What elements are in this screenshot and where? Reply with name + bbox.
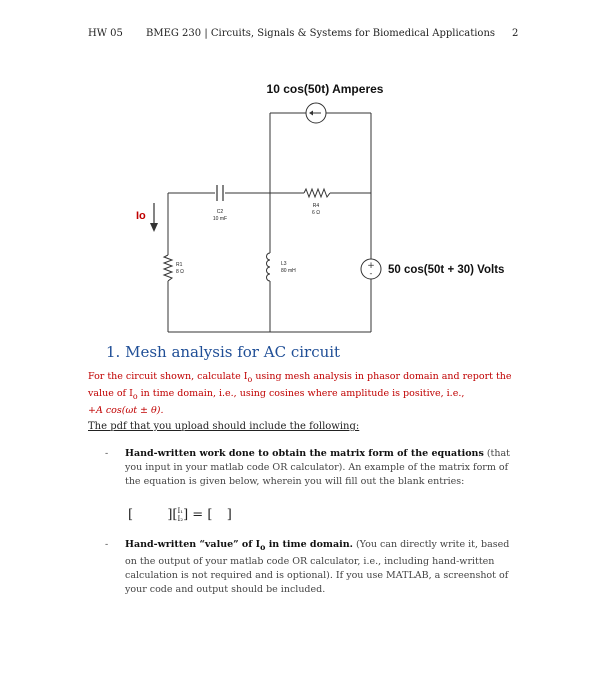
bullet1-rest: (that you input in your matlab code OR calculator). An example of the matrix form of the equation is given below, wherein you will fill out the blank entries:	[125, 448, 510, 487]
c2-value: 10 mF	[212, 216, 228, 222]
matrix-right-bracket: ]	[226, 507, 232, 523]
bullet2-bold-a: Hand-written “value” of I	[125, 539, 261, 550]
r4-name: R4	[312, 203, 320, 209]
r4-value: 6 Ω	[312, 210, 320, 216]
bullet-time-domain	[105, 538, 515, 597]
bullet-matrix-form	[105, 447, 515, 489]
voltage-source-label: 50 cos(50t + 30) Volts	[388, 264, 505, 276]
instructions-part1: For the circuit shown, calculate I	[88, 371, 248, 382]
matrix-mid-brackets: ][	[167, 507, 178, 523]
hw-number: HW 05	[88, 28, 123, 39]
pdf-note: The pdf that you upload should include the following:	[88, 421, 360, 432]
circuit-diagram	[0, 0, 607, 340]
page-number: 2	[512, 28, 519, 39]
r1-name: R1	[176, 262, 183, 268]
c2-name: C2	[216, 209, 224, 215]
io-label: Io	[136, 210, 146, 222]
course-title: BMEG 230 | Circuits, Signals & Systems for Biomedical Applications	[146, 28, 496, 39]
l3-name: L3	[281, 261, 287, 267]
matrix-i1: I₁	[177, 507, 184, 515]
instructions	[88, 370, 518, 418]
l3-value: 80 mH	[281, 268, 296, 274]
current-source-label: 10 cos(50t) Amperes	[266, 82, 384, 96]
instructions-sub2: o	[132, 391, 138, 401]
matrix-i2: I₂	[177, 515, 184, 523]
bullet2-bold-sub: o	[260, 542, 266, 552]
voltage-plus: +	[367, 261, 375, 271]
matrix-example	[128, 507, 232, 523]
instructions-part3: in time domain, i.e., using cosines where amplitude is positive, i.e.,	[137, 387, 465, 399]
r1-value: 8 Ω	[176, 269, 184, 275]
io-arrowhead	[150, 223, 158, 232]
instructions-sub1: o	[247, 374, 253, 384]
bullet-dash-1: -	[105, 448, 109, 459]
bullet2-bold-b: in time domain.	[265, 539, 353, 550]
matrix-equals: ] = [	[183, 507, 213, 523]
voltage-minus: -	[369, 269, 373, 278]
instructions-formula: +A cos(ωt ± θ).	[88, 404, 164, 416]
section-title: 1. Mesh analysis for AC circuit	[106, 343, 341, 361]
matrix-left-bracket: [	[128, 507, 134, 523]
instructions-part2: using mesh analysis in phasor domain and report the value of I	[88, 371, 512, 399]
bullet2-rest: (You can directly write it, based on the output of your matlab code OR calculator, i.e., including hand-written calculation is not required and is optional). If you use MATLAB, a screenshot of your code and output should be included.	[125, 539, 510, 595]
bullet1-bold: Hand-written work done to obtain the matrix form of the equations	[125, 448, 484, 459]
bullet-dash-2: -	[105, 539, 109, 550]
